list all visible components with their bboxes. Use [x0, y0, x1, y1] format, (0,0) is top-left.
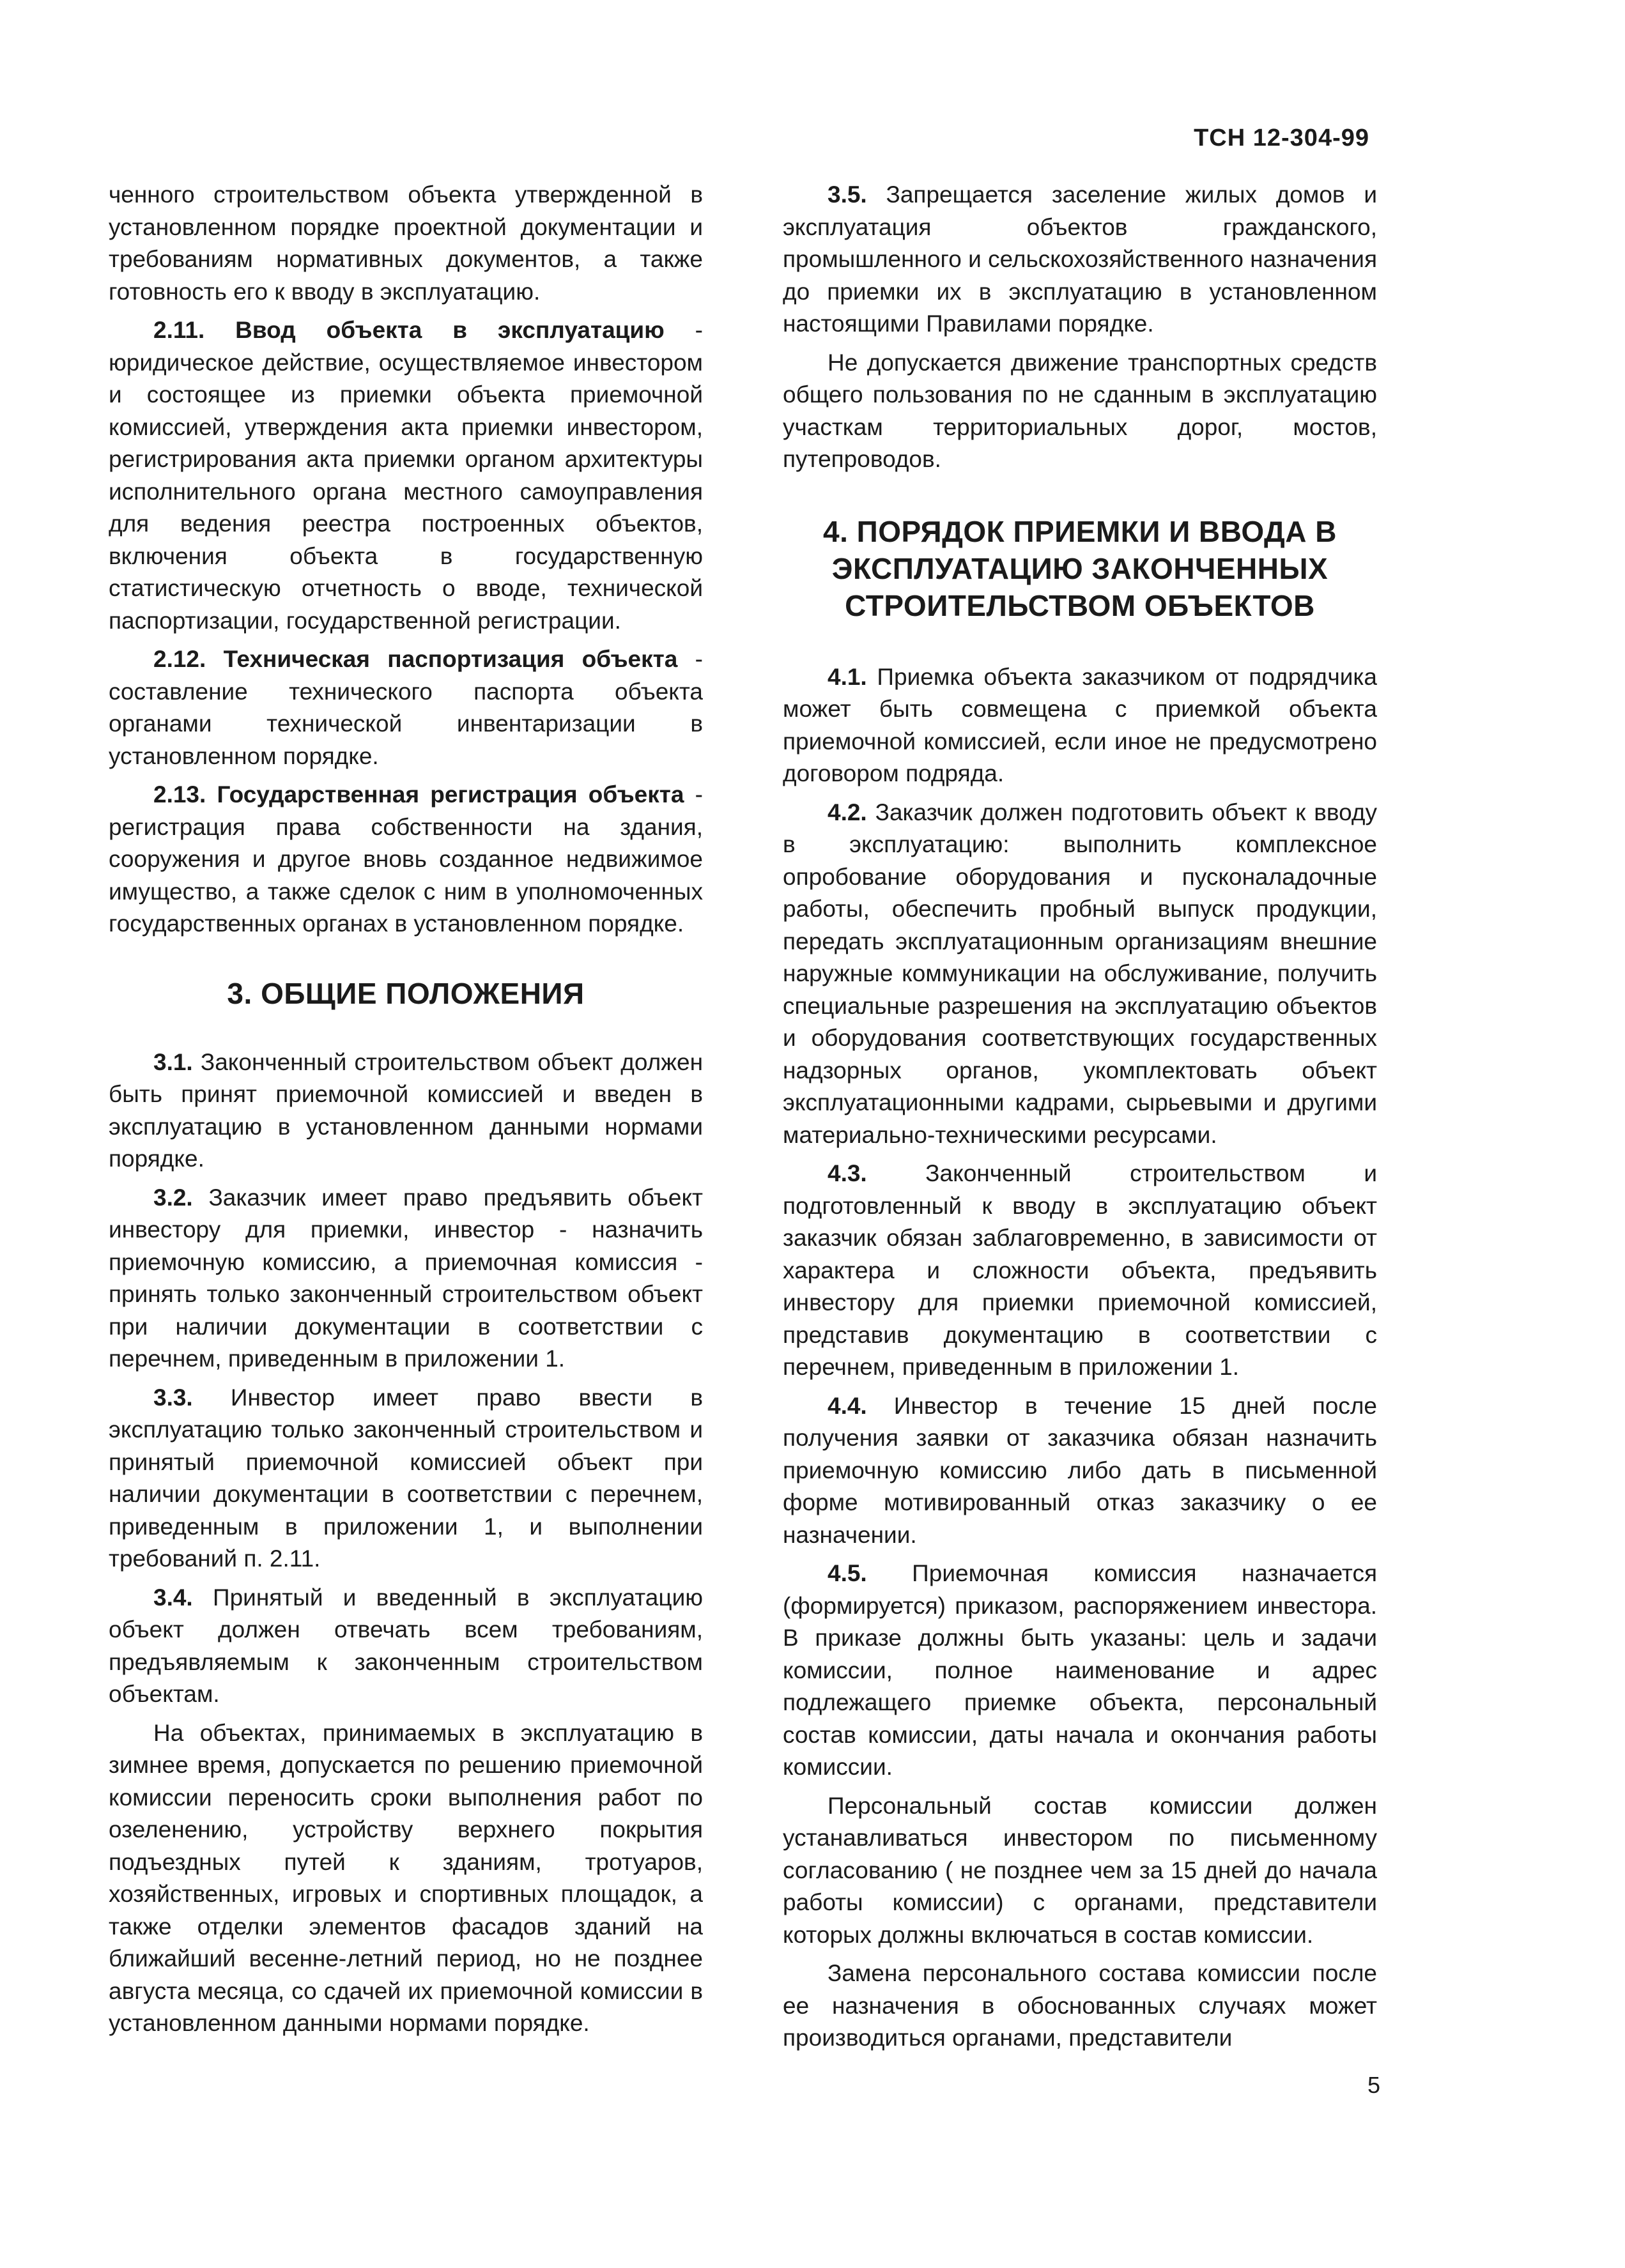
page-number: 5: [1367, 2072, 1381, 2098]
clause-text: Законченный строительством объект должен быть принят приемочной комиссией и введен в эксплуатацию в установленном данными нормами порядке.: [109, 1048, 703, 1172]
paragraph-winter: На объектах, принимаемых в эксплуатацию в зимнее время, допускается по решению приемочной комиссии переносить сроки выполнения работ по озеленению, устройству верхнего покрытия подъездных путей к зданиям, тротуаров, хозяйственных, игровых и спортивных площадок, а также отделки элементов фасадов зданий на ближайший весенне-летний период, но не позднее августа месяца, со сдачей их приемочной комиссии в установленном данными нормами порядке.: [109, 1719, 703, 2036]
clause-text: Принятый и введенный в эксплуатацию объект должен отвечать всем требованиям, предъявляемым к законченным строительством объектам.: [109, 1584, 703, 1707]
left-column: [109, 179, 703, 2046]
clause-number: 4.2.: [828, 799, 867, 825]
clause-text: Заказчик должен подготовить объект к вводу в эксплуатацию: выполнить комплексное опробование оборудования и пусконаладочные работы, обеспечить пробный выпуск продукции, передать эксплуатационным организациям внешние наружные коммуникации на обслуживание, получить специальные разрешения на эксплуатацию объектов и оборудования соответствующих государственных надзорных органов, укомплектовать объект эксплуатационными кадрами, сырьевыми и другими материально-техническими ресурсами.: [783, 799, 1377, 1148]
clause-number: 4.4.: [828, 1392, 867, 1419]
clause-text: - юридическое действие, осуществляемое инвестором и состоящее из приемки объекта приемочной комиссией, утверждения акта приемки инвестором, регистрирования акта приемки органом архитектуры исполнительного органа местного самоуправления для ведения реестра построенных объектов, включения объекта в государственную статистическую отчетность о вводе, технической паспортизации, государственной регистрации.: [109, 317, 703, 634]
clause-number: 4.3.: [828, 1160, 867, 1186]
paragraph-personal-composition: Персональный состав комиссии должен устанавливаться инвестором по письменному согласованию ( не позднее чем за 15 дней до начала работы комиссии) с органами, представители которых должны включаться в состав комиссии.: [783, 1792, 1377, 1948]
clause-number: 2.13.: [153, 781, 206, 808]
paragraph-3-4: [109, 1582, 703, 1711]
clause-number: 2.11.: [153, 317, 205, 343]
paragraph-3-3: [109, 1382, 703, 1575]
clause-number: 4.5.: [828, 1560, 867, 1586]
clause-number: 3.5.: [828, 181, 867, 208]
clause-number: 4.1.: [828, 663, 867, 690]
paragraph-4-1: [783, 661, 1377, 790]
clause-number: 3.3.: [153, 1384, 193, 1411]
paragraph-4-3: [783, 1158, 1377, 1384]
clause-text: Приемка объекта заказчиком от подрядчика может быть совмещена с приемкой объекта приемочной комиссией, если иное не предусмотрено договором подряда.: [783, 663, 1377, 786]
defined-term: Государственная регистрация объекта: [217, 781, 684, 808]
clause-number: 3.2.: [153, 1184, 193, 1211]
paragraph-traffic: Не допускается движение транспортных средств общего пользования по не сданным в эксплуатацию участкам территориальных дорог, мостов, путепроводов.: [783, 349, 1377, 472]
clause-text: Приемочная комиссия назначается (формируется) приказом, распоряжением инвестора. В приказе должны быть указаны: цель и задачи комиссии, полное наименование и адрес подлежащего приемке объекта, персональный состав комиссии, даты начала и окончания работы комиссии.: [783, 1560, 1377, 1780]
clause-text: - регистрация права собственности на здания, сооружения и другое вновь созданное недвижимое имущество, а также сделок с ним в уполномоченных государственных органах в установленном порядке.: [109, 781, 703, 937]
paragraph-2-13: [109, 779, 703, 940]
clause-text: Запрещается заселение жилых домов и эксплуатация объектов гражданского, промышленного и сельскохозяйственного назначения до приемки их в эксплуатацию в установленном настоящими Правилами порядке.: [783, 181, 1377, 337]
clause-text: Законченный строительством и подготовленный к вводу в эксплуатацию объект заказчик обязан заблаговременно, в зависимости от характера и сложности объекта, предъявить инвестору для приемки приемочной комиссией, представив документацию в соответствии с перечнем, приведенным в приложении 1.: [783, 1160, 1377, 1380]
clause-text: - составление технического паспорта объекта органами технической инвентаризации в установленном порядке.: [109, 646, 703, 769]
clause-number: 3.4.: [153, 1584, 193, 1611]
paragraph-replacement: Замена персонального состава комиссии после ее назначения в обоснованных случаях может производиться органами, представители: [783, 1960, 1377, 2051]
paragraph-2-11: [109, 314, 703, 637]
paragraph-continuation: ченного строительством объекта утвержденной в установленном порядке проектной документации и требованиям нормативных документов, а также готовность его к вводу в эксплуатацию.: [109, 181, 703, 305]
paragraph-3-2: [109, 1182, 703, 1375]
clause-text: Заказчик имеет право предъявить объект инвестору для приемки, инвестор - назначить приемочную комиссию, а приемочная комиссия - принять только законченный строительством объект при наличии документации в соответствии с перечнем, приведенным в приложении 1.: [109, 1184, 703, 1372]
clause-text: Инвестор в течение 15 дней после получения заявки от заказчика обязан назначить приемочную комиссию либо дать в письменной форме мотивированный отказ заказчику о ее назначении.: [783, 1392, 1377, 1548]
paragraph-4-5: [783, 1558, 1377, 1784]
document-code: ТСН 12-304-99: [1194, 125, 1369, 151]
paragraph-4-2: [783, 797, 1377, 1152]
clause-text: Инвестор имеет право ввести в эксплуатацию только законченный строительством и принятый приемочной комиссией объект при наличии документации в соответствии с перечнем, приведенным в приложении 1, и выполнении требований п. 2.11.: [109, 1384, 703, 1572]
section-3-heading: 3. ОБЩИЕ ПОЛОЖЕНИЯ: [227, 976, 585, 1010]
paragraph-4-4: [783, 1390, 1377, 1552]
paragraph-2-12: [109, 643, 703, 772]
defined-term: Ввод объекта в эксплуатацию: [235, 317, 665, 343]
section-4-heading: 4. ПОРЯДОК ПРИЕМКИ И ВВОДА В ЭКСПЛУАТАЦИЮ ЗАКОНЧЕННЫХ СТРОИТЕЛЬСТВОМ ОБЪЕКТОВ: [822, 514, 1337, 622]
clause-number: 2.12.: [153, 646, 206, 672]
right-column: [783, 179, 1377, 2061]
paragraph-3-1: [109, 1046, 703, 1176]
paragraph-3-5: [783, 179, 1377, 341]
defined-term: Техническая паспортизация объекта: [223, 646, 678, 672]
clause-number: 3.1.: [153, 1048, 193, 1075]
